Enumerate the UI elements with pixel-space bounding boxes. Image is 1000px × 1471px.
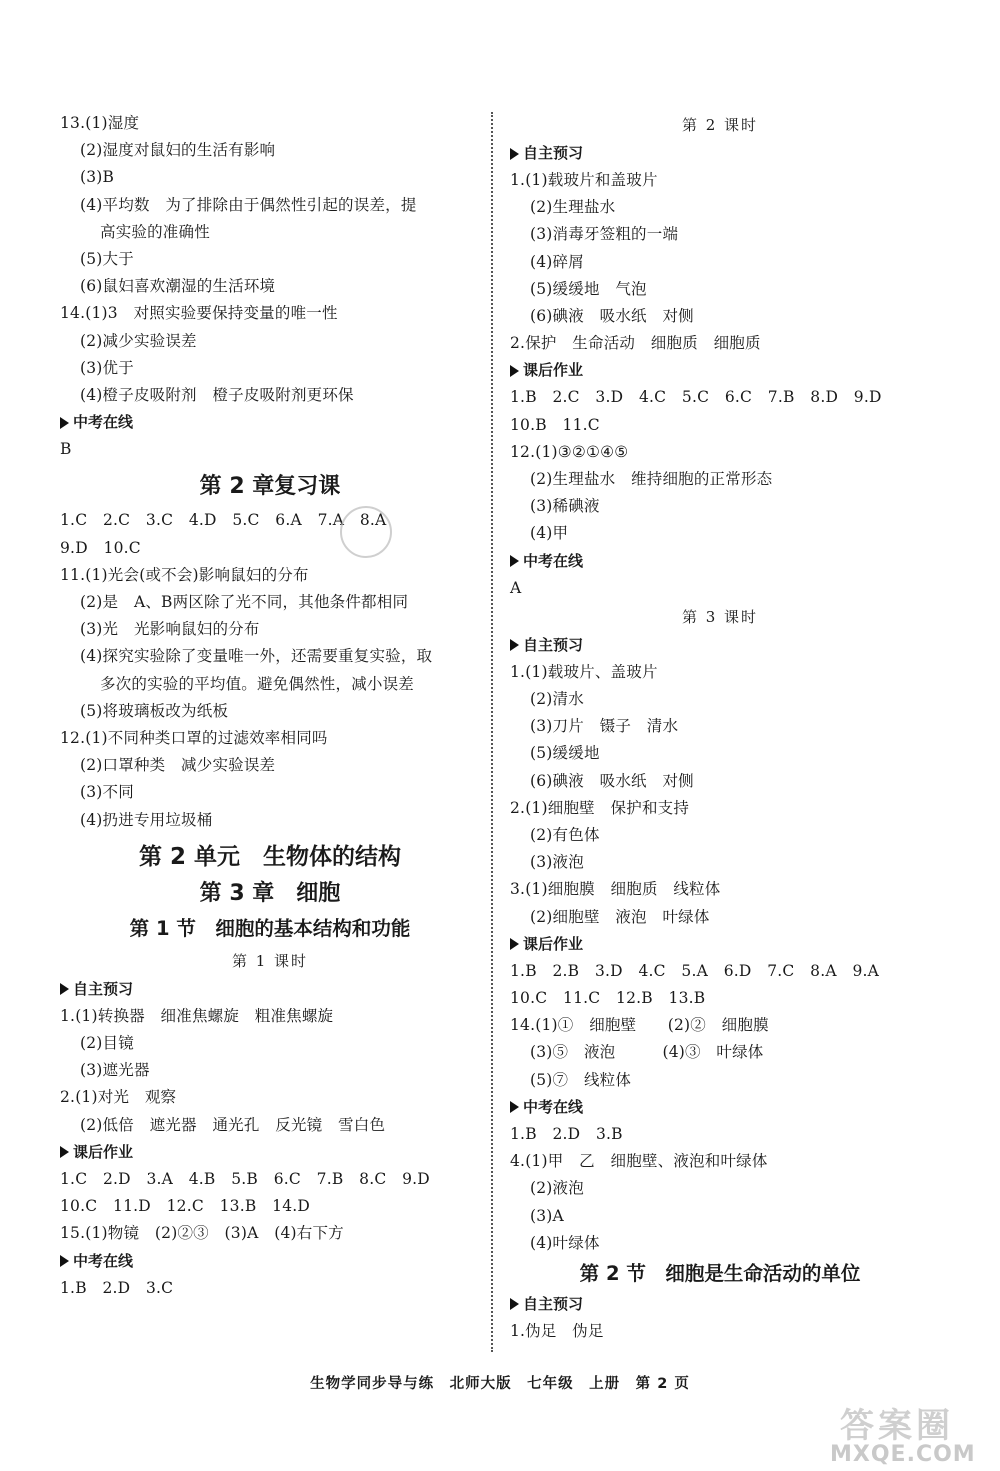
preview-line: (2)低倍 遮光器 通光孔 反光镜 雪白色 [80,1115,386,1134]
right-column [510,110,930,1345]
preview-line: (5)缓缓地 气泡 [530,279,647,298]
header-label: 中考在线 [73,413,134,432]
homework-line: (5)⑦ 线粒体 [530,1070,632,1089]
watermark-text: 答案圈 [840,1406,954,1446]
q12-line: (4)扔进专用垃圾桶 [80,810,213,829]
homework-line: (4)甲 [530,524,569,543]
preview-line: 2.(1)对光 观察 [60,1088,177,1107]
triangle-icon [510,148,519,160]
preview-line: (3)遮光器 [80,1061,150,1080]
preview-line: (3)液泡 [530,853,584,872]
header-label: 自主预习 [73,979,134,998]
preview-line: (2)细胞壁 液泡 叶绿体 [530,907,710,926]
q12-line: (3)不同 [80,783,134,802]
section-title: 第 2 节 细胞是生命活动的单位 [579,1261,861,1285]
left-column [60,110,480,1302]
section-header-homework [510,357,930,384]
homework-line: 10.C 11.D 12.C 13.B 14.D [60,1197,311,1216]
preview-line: (6)碘液 吸水纸 对侧 [530,771,694,790]
q14-line: (3)优于 [80,358,134,377]
preview-line: (2)目镜 [80,1034,134,1053]
lesson-title: 第 2 课时 [681,116,759,134]
q11-line: 多次的实验的平均值。避免偶然性，减小误差 [100,674,415,693]
preview-line: (5)缓缓地 [530,744,600,763]
q11-line: 11.(1)光会(或不会)影响鼠妇的分布 [60,565,309,584]
triangle-icon [510,1298,519,1310]
q11-line: (5)将玻璃板改为纸板 [80,701,229,720]
homework-line: (2)生理盐水 维持细胞的正常形态 [530,470,773,489]
homework-line: 14.(1)① 细胞壁 (2)② 细胞膜 [510,1016,769,1035]
section-header-zhongkao [510,548,930,575]
q12-line: 12.(1)不同种类口罩的过滤效率相同吗 [60,729,328,748]
homework-line: (3)⑤ 液泡 (4)③ 叶绿体 [530,1043,764,1062]
q13-line: 13.(1)湿度 [60,114,140,132]
header-label: 自主预习 [523,1294,584,1313]
preview-line: (4)碎屑 [530,252,584,271]
review-mc-line: 1.C 2.C 3.C 4.D 5.C 6.A 7.A 8.A [60,511,387,530]
section-header-preview [510,140,930,167]
triangle-icon [510,938,519,950]
homework-line: 1.B 2.C 3.D 4.C 5.C 6.C 7.B 8.D 9.D [510,388,882,407]
q13-line: 高实验的准确性 [100,222,210,241]
homework-line: 10.C 11.C 12.B 13.B [510,989,706,1008]
triangle-icon [60,1255,69,1267]
q13-line: (3)B [80,168,115,187]
answer-line: 4.(1)甲 乙 细胞壁、液泡和叶绿体 [510,1152,768,1171]
preview-line: 1.伪足 伪足 [510,1321,604,1340]
section-header-preview [60,976,480,1003]
homework-line: 15.(1)物镜 (2)②③ (3)A (4)右下方 [60,1224,344,1243]
unit-title: 第 2 单元 生物体的结构 [138,843,402,870]
triangle-icon [510,1101,519,1113]
answer-line: (2)液泡 [530,1179,584,1198]
section-header-homework [510,931,930,958]
q11-line: (2)是 A、B两区除了光不同，其他条件都相同 [80,593,409,612]
section-header-preview [510,632,930,659]
section-title: 第 1 节 细胞的基本结构和功能 [129,916,411,940]
homework-line: 1.C 2.D 3.A 4.B 5.B 6.C 7.B 8.C 9.D [60,1169,430,1188]
triangle-icon [60,417,69,429]
preview-line: 1.(1)载玻片和盖玻片 [510,171,658,189]
homework-line: 1.B 2.B 3.D 4.C 5.A 6.D 7.C 8.A 9.A [510,961,880,980]
triangle-icon [510,365,519,377]
watermark-url: MXQE.COM [830,1442,976,1467]
answer-line: 1.B 2.D 3.C [60,1278,174,1297]
preview-line: (3)刀片 镊子 清水 [530,717,679,736]
page-footer: 生物学同步导与练 北师大版 七年级 上册 第 2 页 [310,1376,690,1392]
homework-line: 12.(1)③②①④⑤ [510,442,629,461]
q11-line: (3)光 光影响鼠妇的分布 [80,620,260,639]
section-header-zhongkao [60,409,480,436]
header-label: 自主预习 [523,144,584,162]
answer-line: (4)叶绿体 [530,1233,600,1252]
q13-line: (6)鼠妇喜欢潮湿的生活环境 [80,277,276,296]
watermark-logo [800,1398,1000,1471]
preview-line: 2.保护 生命活动 细胞质 细胞质 [510,334,761,353]
preview-line: 1.(1)转换器 细准焦螺旋 粗准焦螺旋 [60,1006,334,1025]
stamp-watermark-icon [340,506,392,558]
column-divider [491,112,493,1352]
review-mc-line: 9.D 10.C [60,538,141,557]
homework-line: (3)稀碘液 [530,497,600,516]
answer-line: 1.B 2.D 3.B [510,1124,623,1143]
preview-line: (2)生理盐水 [530,198,616,217]
section-header-homework [60,1139,480,1166]
chapter-title: 第 3 章 细胞 [199,880,341,906]
section-header-zhongkao [60,1248,480,1275]
preview-line: 2.(1)细胞壁 保护和支持 [510,798,690,817]
triangle-icon [510,555,519,567]
section-header-preview [510,1291,930,1318]
header-label: 课后作业 [73,1142,134,1161]
lesson-title: 第 1 课时 [231,951,309,970]
preview-line: (2)有色体 [530,826,600,845]
lesson-title: 第 3 课时 [681,607,759,626]
answer-line: B [60,440,72,459]
q14-line: (4)橙子皮吸附剂 橙子皮吸附剂更环保 [80,386,354,405]
preview-line: (6)碘液 吸水纸 对侧 [530,307,694,326]
homework-line: 10.B 11.C [510,415,600,434]
section-header-zhongkao [510,1094,930,1121]
q11-line: (4)探究实验除了变量唯一外，还需要重复实验，取 [80,647,433,666]
answer-line: (3)A [530,1206,564,1225]
q13-line: (4)平均数 为了排除由于偶然性引起的误差，提 [80,195,417,214]
preview-line: 1.(1)载玻片、盖玻片 [510,662,658,681]
q13-line: (5)大于 [80,250,134,269]
preview-line: (2)清水 [530,690,584,709]
chapter-review-title: 第 2 章复习课 [199,474,341,500]
header-label: 中考在线 [73,1251,134,1270]
triangle-icon [60,983,69,995]
q14-line: (2)减少实验误差 [80,331,197,350]
q14-line: 14.(1)3 对照实验要保持变量的唯一性 [60,304,338,323]
header-label: 中考在线 [523,1097,584,1116]
preview-line: 3.(1)细胞膜 细胞质 线粒体 [510,880,721,899]
header-label: 课后作业 [523,361,584,380]
answer-line: A [510,578,522,597]
q13-line: (2)湿度对鼠妇的生活有影响 [80,141,276,160]
q12-line: (2)口罩种类 减少实验误差 [80,756,276,775]
header-label: 中考在线 [523,551,584,570]
header-label: 自主预习 [523,635,584,654]
triangle-icon [510,639,519,651]
triangle-icon [60,1146,69,1158]
header-label: 课后作业 [523,934,584,953]
preview-line: (3)消毒牙签粗的一端 [530,225,679,244]
